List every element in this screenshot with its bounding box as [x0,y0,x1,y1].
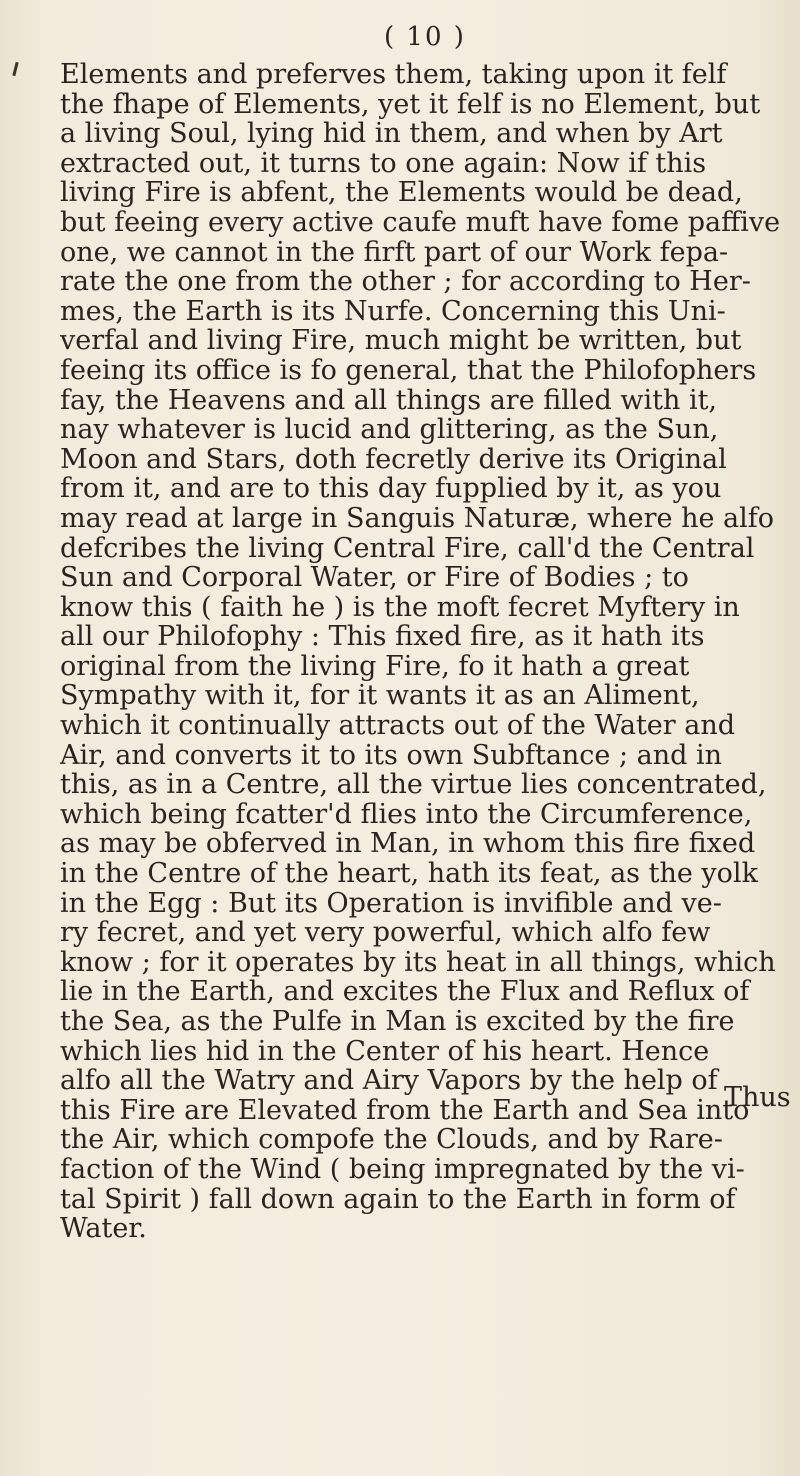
text-line: feeing its office is fo general, that the Philofophers [60,355,757,386]
text-line: living Fire is abfent, the Elements would be dead, [60,178,743,208]
text-line: which it continually attracts out of the Water and [60,711,736,741]
text-line: Air, and converts it to its own Subftance ; and in [60,740,723,771]
margin-mark [12,62,18,76]
text-line: all our Philofophy : This fixed fire, as it hath its [60,622,705,652]
text-line: lie in the Earth, and excites the Flux and Reflux of [60,977,750,1007]
text-line: tal Spirit ) fall down again to the Earth in form of [60,1184,736,1215]
text-line: fay, the Heavens and all things are filled with it, [60,385,718,416]
body-text [60,60,800,1244]
text-line: ry fecret, and yet very powerful, which alfo few [60,918,711,948]
text-line: may read at large in Sanguis Naturæ, where he alfo [60,503,775,534]
text-line: from it, and are to this day fupplied by it, as you [60,474,722,504]
text-line: Elements and preferves them, taking upon it felf [60,60,727,90]
text-line: faction of the Wind ( being impregnated by the vi- [60,1154,745,1185]
text-line: alfo all the Watry and Airy Vapors by the help of [60,1066,718,1096]
text-line: Water. [60,1214,147,1244]
catchword: Thus [724,1082,791,1113]
text-line: one, we cannot in the firft part of our Work fepa- [60,237,729,268]
text-line: know ; for it operates by its heat in all things, which [60,947,776,978]
text-line: as may be obferved in Man, in whom this fire fixed [60,829,756,860]
text-line: the fhape of Elements, yet it felf is no Element, but [60,89,761,120]
text-line: the Sea, as the Pulfe in Man is excited by the fire [60,1007,735,1037]
text-line: this Fire are Elevated from the Earth and Sea into [60,1095,750,1126]
text-line: which being fcatter'd flies into the Circumference, [60,799,753,830]
text-line: the Air, which compofe the Clouds, and by Rare- [60,1125,723,1155]
text-line: know this ( faith he ) is the moft fecret Myftery in [60,592,740,623]
text-line: a living Soul, lying hid in them, and when by Art [60,119,723,149]
text-line: extracted out, it turns to one again: Now if this [60,148,707,179]
text-line: mes, the Earth is its Nurfe. Concerning this Uni- [60,296,726,327]
text-line: this, as in a Centre, all the virtue lies concentrated, [60,770,767,800]
text-line: rate the one from the other ; for according to Her- [60,267,751,297]
text-line: Moon and Stars, doth fecretly derive its Original [60,444,727,475]
text-line: verfal and living Fire, much might be written, but [60,326,742,356]
text-line: in the Egg : But its Operation is invifible and ve- [60,888,722,919]
text-line: nay whatever is lucid and glittering, as the Sun, [60,415,719,445]
text-line: Sympathy with it, for it wants it as an Aliment, [60,681,700,712]
text-line: in the Centre of the heart, hath its feat, as the yolk [60,859,758,889]
text-line: which lies hid in the Center of his heart. Hence [60,1036,710,1067]
text-line: but feeing every active caufe muft have fome paffive [60,207,781,238]
page-number: ( 10 ) [384,22,466,52]
text-line: defcribes the living Central Fire, call'd the Central [60,533,755,564]
text-line: original from the living Fire, fo it hath a great [60,651,690,682]
text-line: Sun and Corporal Water, or Fire of Bodies ; to [60,563,689,593]
